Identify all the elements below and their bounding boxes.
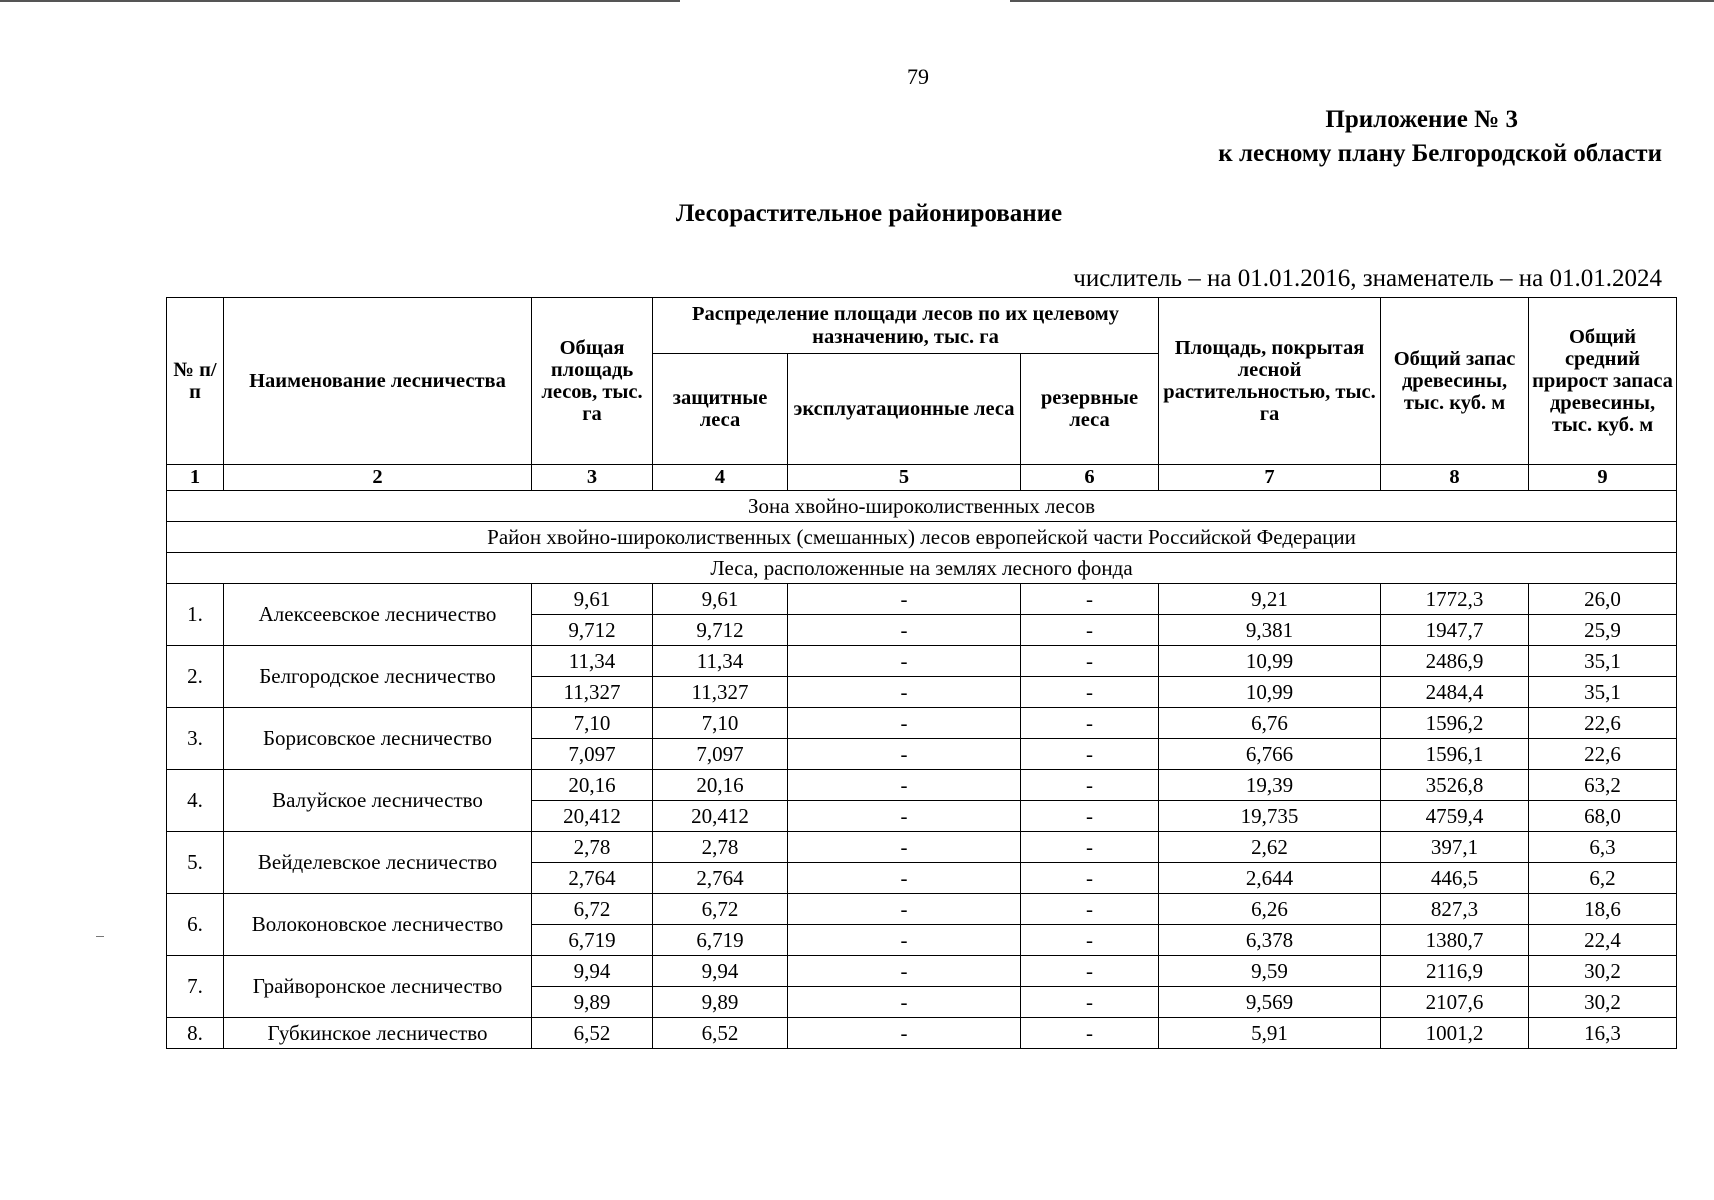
value-cell: 4759,4: [1381, 801, 1529, 832]
header-name: Наименование лесничества: [224, 298, 532, 465]
value-cell: -: [788, 770, 1021, 801]
value-cell: 9,712: [532, 615, 653, 646]
value-cell: 22,6: [1529, 739, 1677, 770]
value-cell: 6,766: [1159, 739, 1381, 770]
value-cell: -: [1021, 615, 1159, 646]
header-reserve: резервные леса: [1021, 354, 1159, 465]
value-cell: -: [1021, 987, 1159, 1018]
value-cell: 6,378: [1159, 925, 1381, 956]
value-cell: 19,735: [1159, 801, 1381, 832]
value-cell: -: [788, 956, 1021, 987]
value-cell: 22,6: [1529, 708, 1677, 739]
value-cell: 9,89: [653, 987, 788, 1018]
value-cell: 11,327: [532, 677, 653, 708]
value-cell: 30,2: [1529, 956, 1677, 987]
row-number: 8.: [167, 1018, 224, 1049]
value-cell: 7,097: [532, 739, 653, 770]
header-covered-area: Площадь, покрытая лесной растительностью, тыс. га: [1159, 298, 1381, 465]
value-cell: 2,62: [1159, 832, 1381, 863]
value-cell: 9,21: [1159, 584, 1381, 615]
value-cell: 6,72: [532, 894, 653, 925]
value-cell: 10,99: [1159, 677, 1381, 708]
value-cell: 7,10: [653, 708, 788, 739]
forest-zoning-table: [166, 297, 1677, 1049]
value-cell: -: [788, 894, 1021, 925]
row-number: 1.: [167, 584, 224, 646]
value-cell: 9,59: [1159, 956, 1381, 987]
value-cell: 9,89: [532, 987, 653, 1018]
value-cell: 7,097: [653, 739, 788, 770]
margin-mark: [96, 936, 104, 937]
column-number: 1: [167, 465, 224, 491]
table-row: [167, 1018, 1677, 1049]
document-title: Лесорастительное районирование: [675, 200, 1063, 227]
value-cell: -: [788, 863, 1021, 894]
value-cell: 11,327: [653, 677, 788, 708]
value-cell: 20,412: [653, 801, 788, 832]
value-cell: -: [1021, 894, 1159, 925]
value-cell: 20,16: [653, 770, 788, 801]
value-cell: 25,9: [1529, 615, 1677, 646]
value-cell: 6,719: [532, 925, 653, 956]
value-cell: -: [788, 646, 1021, 677]
date-note: числитель – на 01.01.2016, знаменатель – на 01.01.2024: [1073, 265, 1662, 292]
row-number: 2.: [167, 646, 224, 708]
forestry-name: Грайворонское лесничество: [224, 956, 532, 1018]
value-cell: -: [1021, 708, 1159, 739]
value-cell: 19,39: [1159, 770, 1381, 801]
table-row: [167, 894, 1677, 925]
value-cell: -: [1021, 677, 1159, 708]
value-cell: 18,6: [1529, 894, 1677, 925]
value-cell: 2,764: [532, 863, 653, 894]
value-cell: 6,52: [532, 1018, 653, 1049]
column-number: 3: [532, 465, 653, 491]
value-cell: -: [1021, 1018, 1159, 1049]
value-cell: 22,4: [1529, 925, 1677, 956]
value-cell: -: [1021, 863, 1159, 894]
value-cell: 2486,9: [1381, 646, 1529, 677]
page-number: 79: [907, 64, 929, 89]
value-cell: 2484,4: [1381, 677, 1529, 708]
value-cell: 35,1: [1529, 646, 1677, 677]
value-cell: 1596,1: [1381, 739, 1529, 770]
section-land-category: Леса, расположенные на землях лесного фонда: [167, 553, 1677, 584]
value-cell: 9,94: [532, 956, 653, 987]
value-cell: 68,0: [1529, 801, 1677, 832]
value-cell: -: [788, 801, 1021, 832]
row-number: 7.: [167, 956, 224, 1018]
value-cell: -: [1021, 956, 1159, 987]
table-row: [167, 956, 1677, 987]
column-number: 5: [788, 465, 1021, 491]
scan-edge-left: [0, 0, 680, 2]
value-cell: 63,2: [1529, 770, 1677, 801]
table-row: [167, 770, 1677, 801]
column-number: 8: [1381, 465, 1529, 491]
value-cell: 11,34: [653, 646, 788, 677]
row-number: 5.: [167, 832, 224, 894]
forestry-name: Валуйское лесничество: [224, 770, 532, 832]
value-cell: 9,61: [532, 584, 653, 615]
header-total-area: Общая площадь лесов, тыс. га: [532, 298, 653, 465]
value-cell: 1596,2: [1381, 708, 1529, 739]
value-cell: 1380,7: [1381, 925, 1529, 956]
value-cell: 9,569: [1159, 987, 1381, 1018]
value-cell: 6,26: [1159, 894, 1381, 925]
value-cell: 397,1: [1381, 832, 1529, 863]
value-cell: -: [788, 987, 1021, 1018]
value-cell: 6,76: [1159, 708, 1381, 739]
value-cell: -: [1021, 739, 1159, 770]
value-cell: 1001,2: [1381, 1018, 1529, 1049]
value-cell: 2,764: [653, 863, 788, 894]
value-cell: -: [1021, 801, 1159, 832]
forestry-name: Борисовское лесничество: [224, 708, 532, 770]
column-number-row: [167, 465, 1677, 491]
forestry-name: Губкинское лесничество: [224, 1018, 532, 1049]
column-number: 7: [1159, 465, 1381, 491]
value-cell: 3526,8: [1381, 770, 1529, 801]
table-row: [167, 708, 1677, 739]
value-cell: 2116,9: [1381, 956, 1529, 987]
forestry-name: Волоконовское лесничество: [224, 894, 532, 956]
value-cell: 7,10: [532, 708, 653, 739]
value-cell: 9,61: [653, 584, 788, 615]
value-cell: 6,52: [653, 1018, 788, 1049]
row-number: 6.: [167, 894, 224, 956]
value-cell: -: [1021, 770, 1159, 801]
appendix-subtitle: к лесному плану Белгородской области: [1218, 140, 1662, 167]
column-number: 2: [224, 465, 532, 491]
column-number: 4: [653, 465, 788, 491]
value-cell: 20,16: [532, 770, 653, 801]
value-cell: 10,99: [1159, 646, 1381, 677]
value-cell: -: [788, 584, 1021, 615]
value-cell: 2,78: [532, 832, 653, 863]
value-cell: 20,412: [532, 801, 653, 832]
value-cell: 6,719: [653, 925, 788, 956]
header-num: № п/п: [167, 298, 224, 465]
value-cell: -: [1021, 646, 1159, 677]
value-cell: -: [1021, 584, 1159, 615]
value-cell: 16,3: [1529, 1018, 1677, 1049]
value-cell: 9,712: [653, 615, 788, 646]
value-cell: 30,2: [1529, 987, 1677, 1018]
value-cell: 6,72: [653, 894, 788, 925]
header-protective: защитные леса: [653, 354, 788, 465]
forestry-name: Вейделевское лесничество: [224, 832, 532, 894]
table-row: [167, 832, 1677, 863]
value-cell: -: [788, 1018, 1021, 1049]
section-zone: Зона хвойно-широколиственных лесов: [167, 491, 1677, 522]
value-cell: 2107,6: [1381, 987, 1529, 1018]
header-avg-increment: Общий средний прирост запаса древесины, тыс. куб. м: [1529, 298, 1677, 465]
forestry-name: Алексеевское лесничество: [224, 584, 532, 646]
value-cell: 827,3: [1381, 894, 1529, 925]
value-cell: -: [788, 925, 1021, 956]
value-cell: -: [1021, 925, 1159, 956]
value-cell: 1947,7: [1381, 615, 1529, 646]
row-number: 4.: [167, 770, 224, 832]
value-cell: 11,34: [532, 646, 653, 677]
table-row: [167, 646, 1677, 677]
row-number: 3.: [167, 708, 224, 770]
value-cell: 6,2: [1529, 863, 1677, 894]
section-region: Район хвойно-широколиственных (смешанных) лесов европейской части Российской Федерации: [167, 522, 1677, 553]
forestry-name: Белгородское лесничество: [224, 646, 532, 708]
value-cell: 6,3: [1529, 832, 1677, 863]
value-cell: 446,5: [1381, 863, 1529, 894]
header-exploitation: эксплуатационные леса: [788, 354, 1021, 465]
column-number: 9: [1529, 465, 1677, 491]
value-cell: -: [788, 615, 1021, 646]
value-cell: 2,78: [653, 832, 788, 863]
value-cell: -: [1021, 832, 1159, 863]
value-cell: 9,381: [1159, 615, 1381, 646]
header-total-stock: Общий запас древесины, тыс. куб. м: [1381, 298, 1529, 465]
value-cell: 26,0: [1529, 584, 1677, 615]
value-cell: 5,91: [1159, 1018, 1381, 1049]
value-cell: -: [788, 832, 1021, 863]
value-cell: 2,644: [1159, 863, 1381, 894]
appendix-title: Приложение № 3: [1325, 106, 1518, 133]
column-number: 6: [1021, 465, 1159, 491]
value-cell: -: [788, 739, 1021, 770]
value-cell: -: [788, 708, 1021, 739]
value-cell: 1772,3: [1381, 584, 1529, 615]
value-cell: -: [788, 677, 1021, 708]
value-cell: 9,94: [653, 956, 788, 987]
value-cell: 35,1: [1529, 677, 1677, 708]
scan-edge-right: [1010, 0, 1714, 2]
table-row: [167, 584, 1677, 615]
header-distribution: Распределение площади лесов по их целевому назначению, тыс. га: [653, 298, 1159, 354]
